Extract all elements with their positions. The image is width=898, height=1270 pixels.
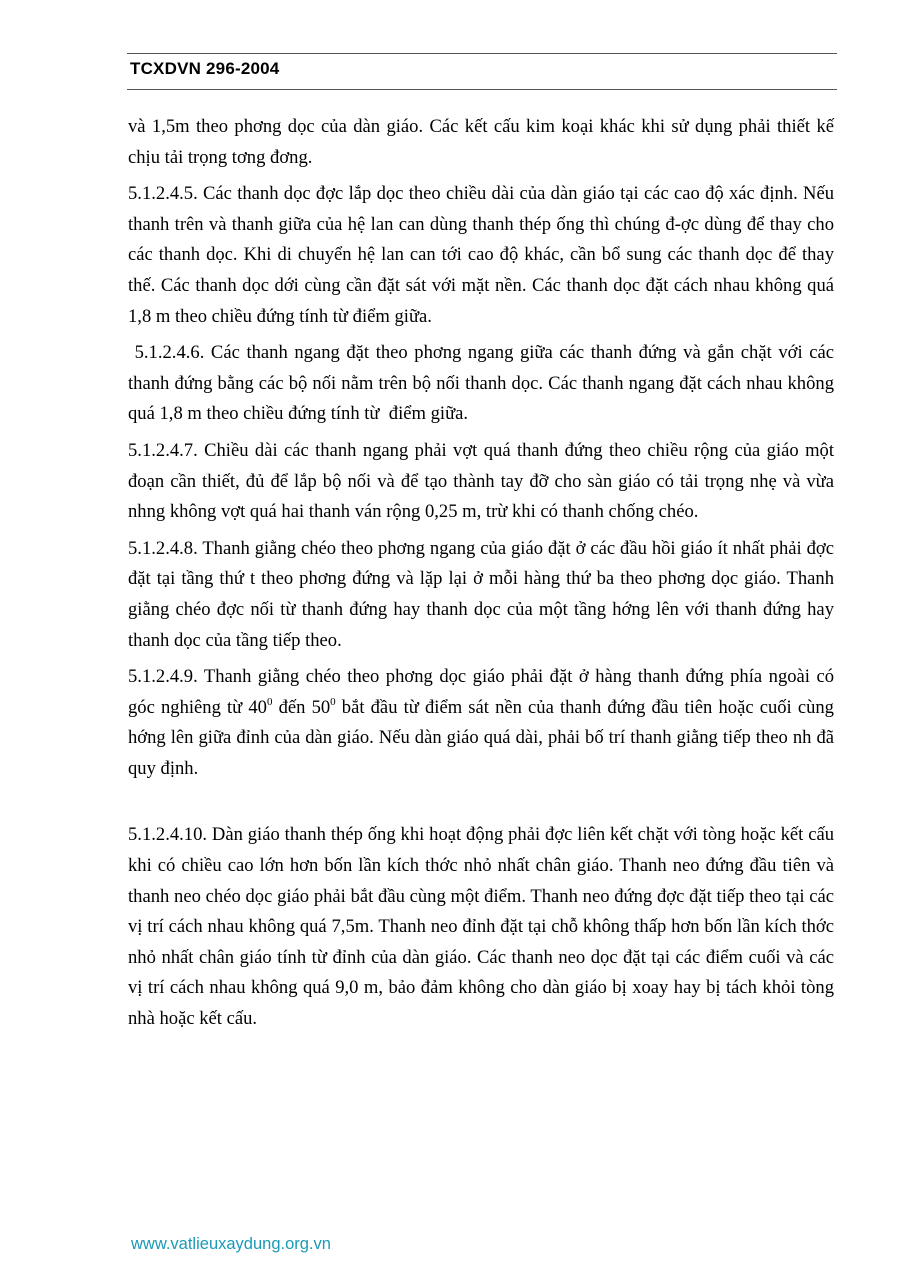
paragraph-5-1-2-4-10: 5.1.2.4.10. Dàn giáo thanh thép ống khi hoạt động phải đợc liên kết chặt với tòng hoặc kết cấu khi có chiều cao lớn hơn bốn lần kích thớc nhỏ nhất chân giáo. Thanh neo đứng đầu tiên và thanh neo chéo dọc giáo phải bắt đầu cùng một điểm. Thanh neo đứng đợc đặt tiếp theo tại các vị trí cách nhau không quá 7,5m. Thanh neo đỉnh đặt tại chỗ không thấp hơn bốn lần kích thớc nhỏ nhất chân giáo tính từ đỉnh của dàn giáo. Các thanh neo dọc đặt tại các điểm cuối và các vị trí cách nhau không quá 9,0 m, bảo đảm không cho dàn giáo bị xoay hay bị tách khỏi tòng nhà hoặc kết cấu. [128,824,834,1030]
header-top-rule [127,53,837,54]
degree-superscript: 0 [330,695,336,708]
paragraph-text-part: 5.1.2.4.9. Thanh giằng chéo theo phơng dọc giáo phải đặt ở hàng thanh đứng phía ngoài có góc nghiêng từ 40 [128,666,834,718]
paragraph-5-1-2-4-6: 5.1.2.4.6. Các thanh ngang đặt theo phơng ngang giữa các thanh đứng và gắn chặt với các thanh đứng bằng các bộ nối nằm trên bộ nối thanh dọc. Các thanh ngang đặt cách nhau không quá 1,8 m theo chiều đứng tính từ điểm giữa. [128,342,839,425]
paragraph-5-1-2-4-7: 5.1.2.4.7. Chiều dài các thanh ngang phải vợt quá thanh đứng theo chiều rộng của giáo một đoạn cần thiết, đủ để lắp bộ nối và để tạo thành tay đỡ cho sàn giáo có tải trọng nhẹ và vừa nhng không vợt quá hai thanh ván rộng 0,25 m, trừ khi có thanh chống chéo. [128,439,834,523]
document-code: TCXDVN 296-2004 [130,59,280,78]
paragraph-text-part: đến 50 [272,696,331,718]
paragraph-5-1-2-4-8: 5.1.2.4.8. Thanh giằng chéo theo phơng ngang của giáo đặt ở các đầu hồi giáo ít nhất phải đợc đặt tại tầng thứ t theo phơng đứng và lặp lại ở mỗi hàng thứ ba theo phơng dọc giáo. Thanh giằng chéo đợc nối từ thanh đứng hay thanh dọc của một tầng hớng lên với thanh đứng hay thanh dọc của tầng tiếp theo. [128,537,834,651]
header-bottom-rule [127,89,837,90]
paragraph-5-1-2-4-9 [128,662,834,784]
footer-website-link[interactable]: www.vatlieuxaydung.org.vn [131,1235,331,1253]
degree-superscript: 0 [266,695,273,708]
paragraph-continuation: và 1,5m theo phơng dọc của dàn giáo. Các kết cấu kim koại khác khi sử dụng phải thiết kế chịu tải trọng tơng đơng. [128,116,834,168]
document-body [128,112,839,1041]
paragraph-text-part: bắt đầu từ điểm sát nền của thanh đứng đầu tiên hoặc cuối cùng hớng lên giữa đỉnh của dàn giáo. Nếu dàn giáo quá dài, phải bố trí thanh giằng tiếp theo nh đã quy định. [128,696,834,779]
paragraph-5-1-2-4-5: 5.1.2.4.5. Các thanh dọc đợc lắp dọc theo chiều dài của dàn giáo tại các cao độ xác định. Nếu thanh trên và thanh giữa của hệ lan can dùng thanh thép ống thì chúng đ-ợc dùng để thay cho các thanh dọc. Khi di chuyển hệ lan can tới cao độ khác, cần bổ sung các thanh dọc để thay thế. Các thanh dọc dới cùng cần đặt sát với mặt nền. Các thanh dọc đặt cách nhau không quá 1,8 m theo chiều đứng tính từ điểm giữa. [128,183,834,327]
